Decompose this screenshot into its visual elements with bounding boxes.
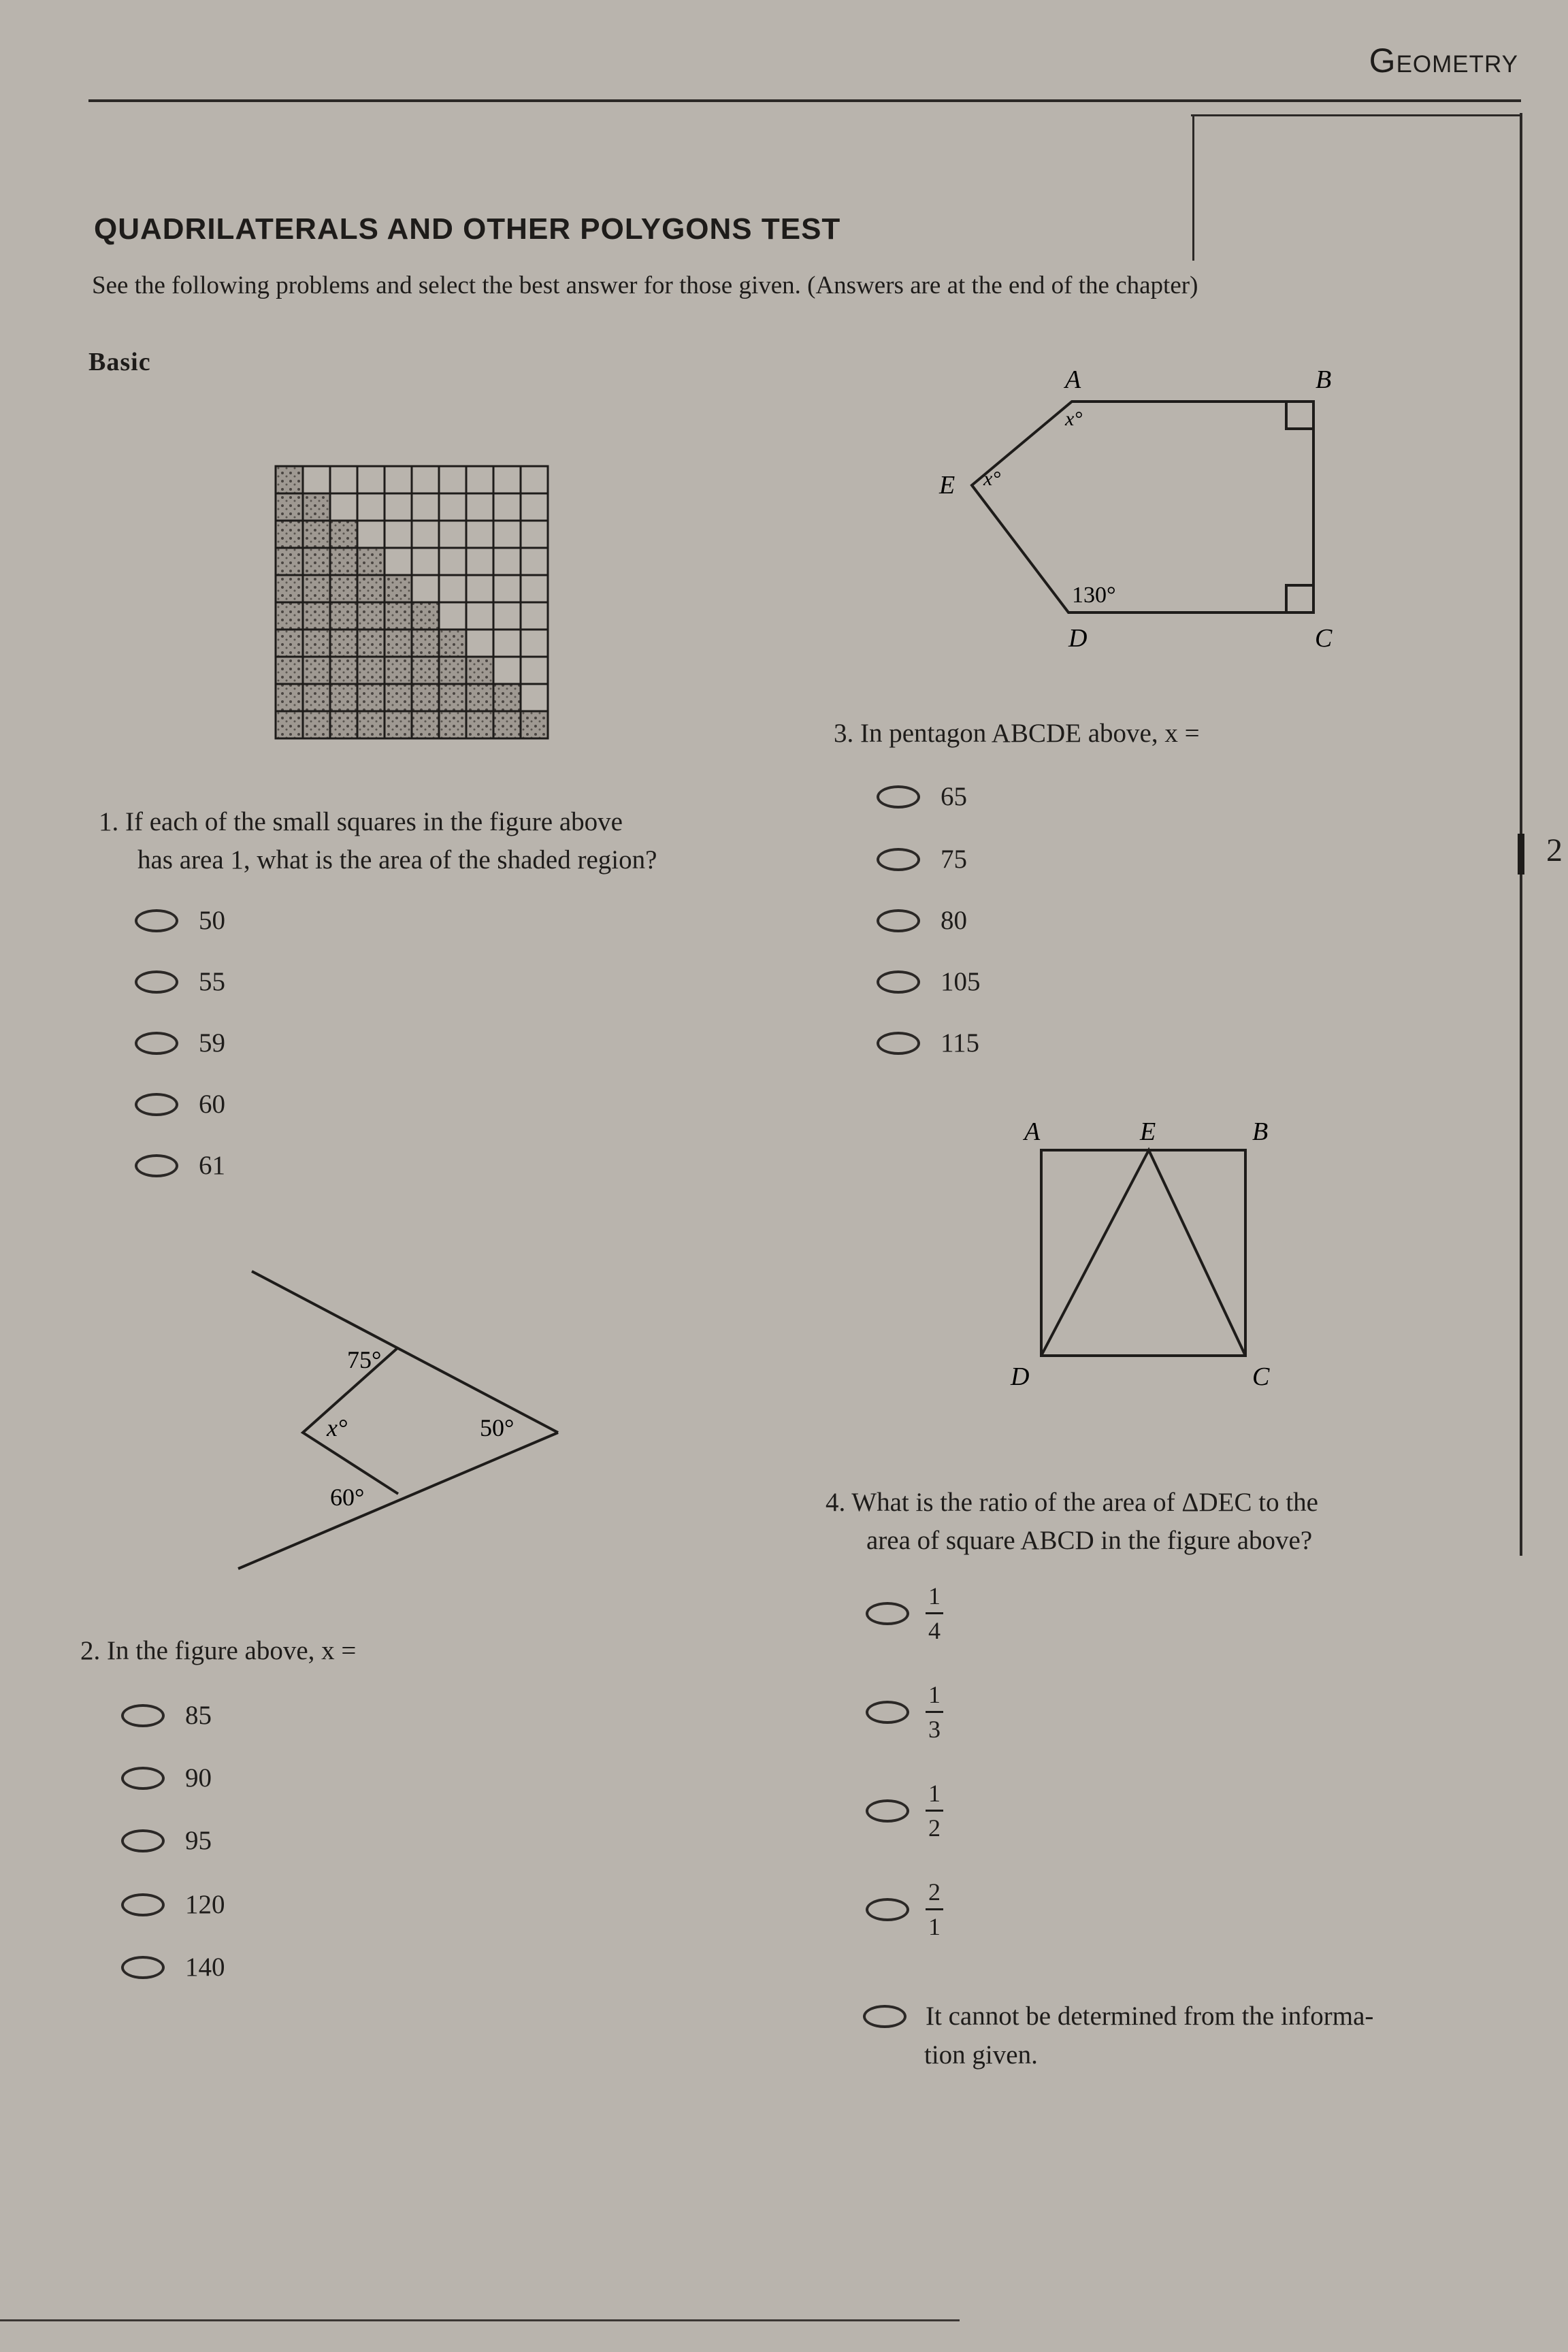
header-rule	[88, 99, 1521, 102]
grid-cell	[493, 630, 521, 657]
fraction-bar	[926, 1908, 943, 1910]
q3-question: 3. In pentagon ABCDE above, x =	[834, 719, 1200, 748]
grid-cell-shaded	[439, 711, 466, 738]
fraction-bar	[926, 1810, 943, 1812]
grid-cell-shaded	[493, 684, 521, 711]
grid-cell-shaded	[303, 630, 330, 657]
q4-label-a: A	[1024, 1117, 1041, 1146]
grid-cell-shaded	[357, 684, 385, 711]
q4-option-d[interactable]	[866, 1878, 943, 1940]
q3-option-b[interactable]	[877, 844, 967, 875]
q4-option-e[interactable]	[863, 2001, 1373, 2031]
q2-angle-x: x°	[327, 1414, 348, 1441]
grid-cell-shaded	[276, 493, 303, 521]
option-label: 90	[185, 1763, 212, 1793]
fraction	[926, 1582, 943, 1644]
grid-cell	[412, 521, 439, 548]
frame-rule-top	[1191, 114, 1521, 116]
grid-cell-shaded	[357, 548, 385, 575]
q4-option-c[interactable]	[866, 1780, 943, 1842]
q1-option-d[interactable]	[135, 1089, 225, 1120]
option-label: 61	[199, 1151, 225, 1180]
answer-bubble[interactable]	[121, 1704, 165, 1727]
q3-label-d: D	[1068, 624, 1088, 653]
grid-cell-shaded	[276, 684, 303, 711]
grid-cell-shaded	[521, 711, 548, 738]
grid-cell-shaded	[330, 548, 357, 575]
grid-cell-shaded	[385, 657, 412, 684]
q4-question-line2: area of square ABCD in the figure above?	[866, 1526, 1313, 1555]
grid-cell-shaded	[439, 657, 466, 684]
grid-cell	[439, 493, 466, 521]
grid-cell-shaded	[276, 521, 303, 548]
grid-cell-shaded	[330, 630, 357, 657]
fraction	[926, 1878, 943, 1940]
grid-cell	[330, 493, 357, 521]
grid-cell-shaded	[303, 521, 330, 548]
q3-angle-a: x°	[1065, 408, 1083, 430]
grid-cell-shaded	[357, 657, 385, 684]
grid-cell	[521, 521, 548, 548]
grid-cell	[521, 684, 548, 711]
q2-option-d[interactable]	[121, 1889, 225, 1920]
grid-cell-shaded	[330, 711, 357, 738]
frame-rule-divider	[1192, 114, 1194, 261]
grid-cell-shaded	[466, 684, 493, 711]
grid-cell-shaded	[385, 711, 412, 738]
option-label: 105	[941, 967, 981, 996]
grid-cell-shaded	[493, 711, 521, 738]
answer-bubble[interactable]	[121, 1829, 165, 1852]
fraction-bar	[926, 1711, 943, 1713]
grid-cell	[385, 493, 412, 521]
grid-cell-shaded	[276, 575, 303, 602]
q2-option-e[interactable]	[121, 1952, 225, 1982]
fraction	[926, 1681, 943, 1743]
q1-question-line1: 1. If each of the small squares in the figure above	[99, 807, 623, 836]
grid-cell-shaded	[276, 548, 303, 575]
test-title: QUADRILATERALS AND OTHER POLYGONS TEST	[94, 212, 841, 246]
grid-cell	[385, 548, 412, 575]
grid-cell	[493, 493, 521, 521]
option-label: 60	[199, 1090, 225, 1119]
grid-cell	[357, 521, 385, 548]
grid-cell	[521, 575, 548, 602]
grid-cell	[493, 575, 521, 602]
q1-option-c[interactable]	[135, 1028, 225, 1058]
option-label: 115	[941, 1028, 980, 1058]
q3-option-a[interactable]	[877, 781, 967, 812]
answer-bubble[interactable]	[877, 1032, 920, 1055]
answer-bubble[interactable]	[863, 2005, 906, 2028]
grid-cell-shaded	[303, 602, 330, 630]
grid-cell-shaded	[276, 602, 303, 630]
grid-cell-shaded	[357, 575, 385, 602]
q3-label-c: C	[1315, 624, 1333, 653]
grid-cell-shaded	[412, 657, 439, 684]
q2-option-c[interactable]	[121, 1825, 212, 1856]
grid-cell-shaded	[385, 602, 412, 630]
q3-angle-e: x°	[983, 468, 1001, 490]
grid-cell	[439, 548, 466, 575]
fraction-bar	[926, 1612, 943, 1614]
fraction-numerator: 1	[928, 1681, 941, 1708]
q3-option-c[interactable]	[877, 905, 967, 936]
grid-cell	[439, 521, 466, 548]
grid-cell	[439, 466, 466, 493]
grid-cell-shaded	[276, 466, 303, 493]
grid-cell-shaded	[357, 711, 385, 738]
fraction-numerator: 2	[928, 1878, 941, 1906]
option-label: 55	[199, 967, 225, 996]
grid-cell-shaded	[303, 684, 330, 711]
grid-cell	[521, 657, 548, 684]
section-heading: Basic	[88, 348, 151, 376]
q4-square-figure	[1000, 1109, 1286, 1402]
grid-cell-shaded	[439, 630, 466, 657]
q3-label-a: A	[1065, 365, 1081, 394]
fraction-denominator: 2	[928, 1814, 941, 1842]
grid-cell	[493, 548, 521, 575]
q4-option-e-line2: tion given.	[924, 2040, 1038, 2070]
fraction-denominator: 4	[928, 1617, 941, 1644]
grid-cell	[439, 575, 466, 602]
grid-cell	[357, 493, 385, 521]
grid-cell-shaded	[276, 711, 303, 738]
grid-cell	[439, 602, 466, 630]
footer-rule	[0, 2319, 960, 2321]
answer-bubble[interactable]	[877, 785, 920, 808]
grid-cell-shaded	[412, 602, 439, 630]
grid-cell-shaded	[466, 657, 493, 684]
q1-question-line2: has area 1, what is the area of the shaded region?	[137, 845, 657, 875]
answer-bubble[interactable]	[866, 1799, 909, 1823]
grid-cell	[466, 602, 493, 630]
option-label: 95	[185, 1826, 212, 1855]
fraction-denominator: 3	[928, 1716, 941, 1743]
grid-cell	[357, 466, 385, 493]
option-label: 80	[941, 906, 967, 935]
answer-bubble[interactable]	[866, 1602, 909, 1625]
grid-cell	[493, 657, 521, 684]
answer-bubble[interactable]	[135, 1154, 178, 1177]
option-label: 120	[185, 1890, 225, 1919]
grid-cell	[521, 466, 548, 493]
grid-cell-shaded	[276, 657, 303, 684]
q4-question-line1: 4. What is the ratio of the area of ΔDEC to the	[826, 1488, 1318, 1517]
answer-bubble[interactable]	[135, 909, 178, 932]
grid-cell-shaded	[303, 657, 330, 684]
option-label: 75	[941, 845, 967, 874]
q1-grid-figure	[272, 463, 558, 742]
grid-cell	[493, 466, 521, 493]
grid-cell-shaded	[412, 711, 439, 738]
grid-cell-shaded	[357, 602, 385, 630]
grid-cell	[493, 602, 521, 630]
option-label: 59	[199, 1028, 225, 1058]
grid-cell	[521, 548, 548, 575]
grid-cell	[521, 630, 548, 657]
q1-option-e[interactable]	[135, 1150, 225, 1181]
q4-label-c: C	[1252, 1362, 1270, 1391]
q2-angle-75: 75°	[347, 1346, 382, 1373]
answer-bubble[interactable]	[121, 1956, 165, 1979]
grid-cell	[466, 548, 493, 575]
fraction-denominator: 1	[928, 1913, 941, 1940]
grid-cell-shaded	[330, 657, 357, 684]
grid-cell	[466, 466, 493, 493]
grid-cell-shaded	[412, 684, 439, 711]
answer-bubble[interactable]	[866, 1898, 909, 1921]
grid-cell-shaded	[466, 711, 493, 738]
grid-cell	[303, 466, 330, 493]
page-number-fragment: 2	[1546, 832, 1563, 868]
option-label: 140	[185, 1953, 225, 1982]
header-subject: Geometry	[1369, 42, 1518, 80]
q2-question: 2. In the figure above, x =	[80, 1636, 357, 1665]
q4-label-d: D	[1011, 1362, 1030, 1391]
q3-option-e[interactable]	[877, 1028, 979, 1058]
grid-cell-shaded	[330, 575, 357, 602]
grid-cell	[412, 466, 439, 493]
q3-label-e: E	[939, 471, 956, 500]
answer-bubble[interactable]	[135, 1093, 178, 1116]
page-edge-marker	[1518, 834, 1524, 875]
grid-cell	[521, 602, 548, 630]
option-label: 85	[185, 1701, 212, 1730]
grid-cell	[412, 493, 439, 521]
grid-cell-shaded	[385, 575, 412, 602]
answer-bubble[interactable]	[121, 1767, 165, 1790]
grid-cell	[466, 521, 493, 548]
q2-angle-figure	[225, 1259, 578, 1586]
answer-bubble[interactable]	[877, 970, 920, 994]
grid-cell-shaded	[357, 630, 385, 657]
grid-cell-shaded	[330, 684, 357, 711]
grid-cell-shaded	[439, 684, 466, 711]
grid-cell-shaded	[330, 602, 357, 630]
q1-option-b[interactable]	[135, 966, 225, 997]
grid-cell-shaded	[303, 493, 330, 521]
grid-cell	[330, 466, 357, 493]
grid-cell-shaded	[385, 630, 412, 657]
q3-pentagon-figure	[926, 364, 1361, 664]
q4-option-b[interactable]	[866, 1681, 943, 1743]
fraction-numerator: 1	[928, 1780, 941, 1807]
q3-angle-d: 130°	[1072, 583, 1116, 608]
grid-cell	[385, 521, 412, 548]
q3-label-b: B	[1316, 365, 1332, 394]
q4-option-a[interactable]	[866, 1582, 943, 1644]
q4-label-b: B	[1252, 1117, 1269, 1146]
grid-cell	[466, 575, 493, 602]
fraction	[926, 1780, 943, 1842]
answer-bubble[interactable]	[121, 1893, 165, 1916]
q2-option-b[interactable]	[121, 1763, 212, 1793]
grid-cell	[521, 493, 548, 521]
grid-cell	[385, 466, 412, 493]
answer-bubble[interactable]	[877, 909, 920, 932]
grid-cell-shaded	[412, 630, 439, 657]
answer-bubble[interactable]	[877, 848, 920, 871]
grid-cell-shaded	[330, 521, 357, 548]
grid-cell-shaded	[385, 684, 412, 711]
q4-label-e: E	[1140, 1117, 1156, 1146]
grid-cell	[466, 630, 493, 657]
grid-cell-shaded	[303, 711, 330, 738]
q3-option-d[interactable]	[877, 966, 981, 997]
answer-bubble[interactable]	[135, 970, 178, 994]
grid-cell	[466, 493, 493, 521]
q2-angle-60: 60°	[330, 1484, 365, 1511]
grid-cell-shaded	[276, 630, 303, 657]
q2-option-a[interactable]	[121, 1700, 212, 1731]
option-label: 50	[199, 906, 225, 935]
grid-cell-shaded	[303, 548, 330, 575]
answer-bubble[interactable]	[135, 1032, 178, 1055]
answer-bubble[interactable]	[866, 1701, 909, 1724]
grid-cell	[412, 548, 439, 575]
grid-cell	[493, 521, 521, 548]
q1-option-a[interactable]	[135, 905, 225, 936]
grid-cell	[412, 575, 439, 602]
option-label: 65	[941, 782, 967, 811]
q2-angle-50: 50°	[480, 1414, 514, 1441]
fraction-numerator: 1	[928, 1582, 941, 1610]
grid-cell-shaded	[303, 575, 330, 602]
instructions: See the following problems and select the best answer for those given. (Answers are at the end of the chapter)	[92, 272, 1198, 299]
option-label: It cannot be determined from the informa-	[926, 2002, 1374, 2031]
